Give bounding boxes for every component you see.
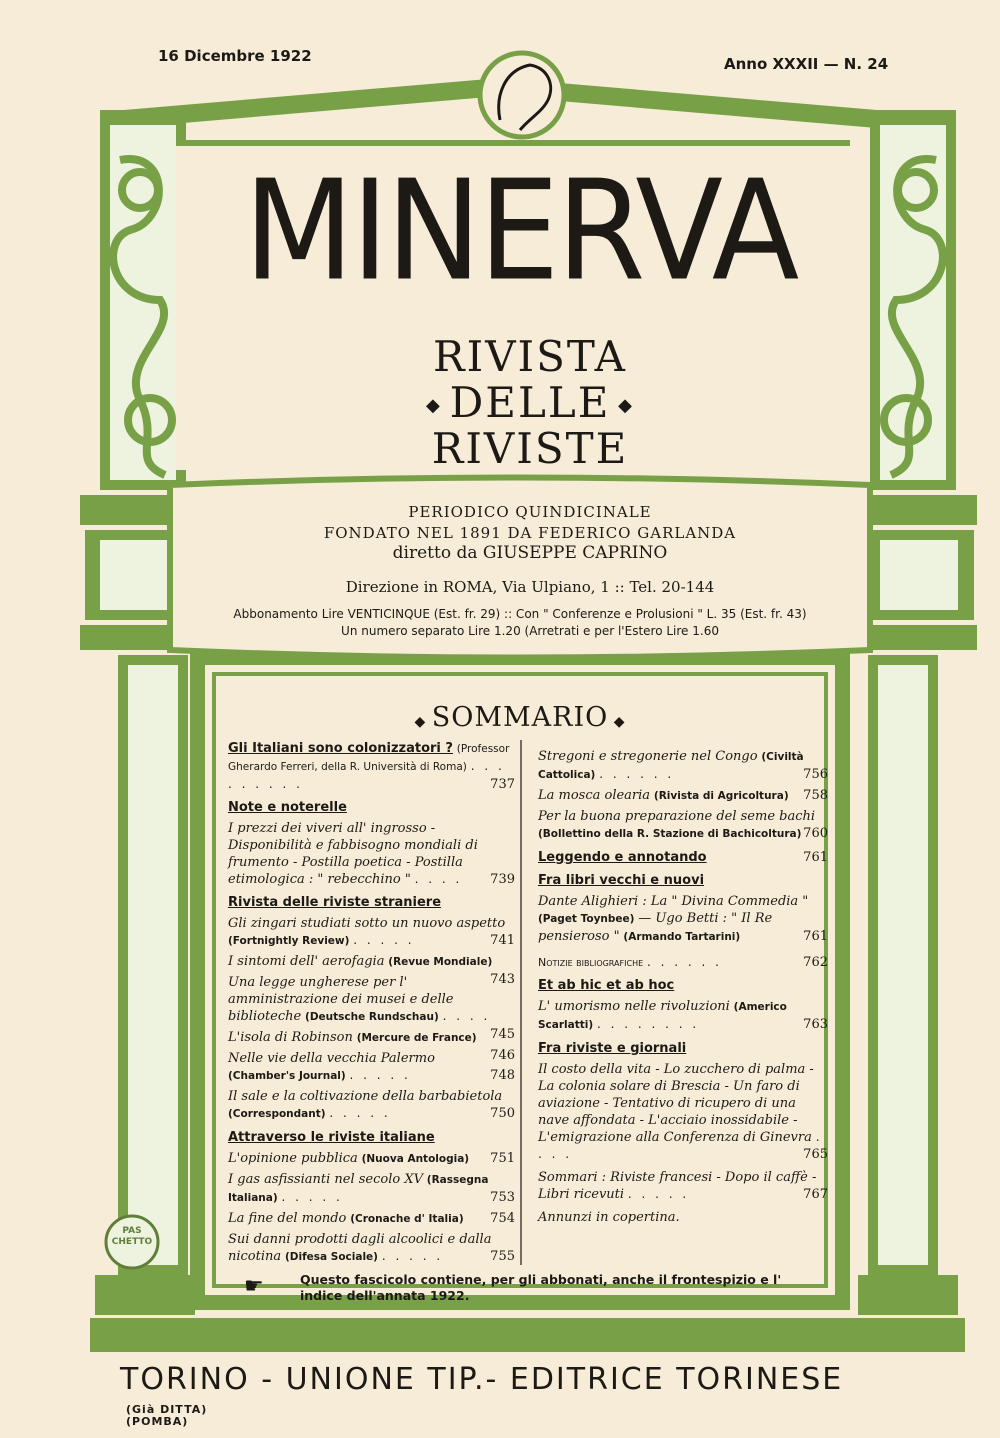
summary-entry: I prezzi dei viveri all' ingrosso - Disponibilità e fabbisogno mondiali di frumento - Postilla poetica - Postilla etimologica : " rebecchino " . . . . 739 <box>228 821 515 887</box>
summary-entry: Gli Italiani sono colonizzatori ? (Professor Gherardo Ferreri, della R. Università di Roma) . . . . . . . . . 737 <box>228 741 515 792</box>
summary-entry: Stregoni e stregonerie nel Congo (Civiltà Cattolica) . . . . . . 756 <box>538 749 828 782</box>
address-line: Direzione in ROMA, Via Ulpiano, 1 :: Tel. 20-144 <box>345 578 715 596</box>
summary-entry <box>538 787 828 805</box>
page-number: 754 <box>490 1211 515 1226</box>
entry-title: Dante Alighieri : La " Divina Commedia " <box>538 894 809 909</box>
summary-entry: L' umorismo nelle rivoluzioni (Americo Scarlatti) . . . . . . . . 763 <box>538 999 828 1032</box>
page-number: 753 <box>490 1190 515 1205</box>
entry-source: (Nuova Antologia) <box>361 1153 470 1165</box>
entry-title: Notizie bibliografiche <box>538 956 644 969</box>
page-number: 760 <box>803 826 828 841</box>
subtitle-line-1: RIVISTA <box>433 332 627 381</box>
page-number: 767 <box>803 1187 828 1202</box>
summary-entry <box>538 808 828 843</box>
stamp-line-2: CHETTO <box>111 1237 153 1247</box>
page-number: 763 <box>803 1017 828 1032</box>
footnote: Questo fascicolo contiene, per gli abbonati, anche il frontespizio e l' indice dell'annata 1922. <box>300 1272 782 1303</box>
subtitle-line-2-text: DELLE <box>449 378 611 427</box>
section-title: Gli Italiani sono colonizzatori ? <box>228 741 453 756</box>
issue-number: Anno XXXII — N. 24 <box>724 55 889 73</box>
director-line: diretto da GIUSEPPE CAPRINO <box>392 543 668 563</box>
entry-source: (Revue Mondiale) <box>388 956 493 968</box>
summary-entry: Sommari : Riviste francesi - Dopo il caffè - Libri ricevuti . . . . . 767 <box>538 1170 828 1202</box>
publisher-parenthetical: (Già DITTA) (POMBA) <box>126 1402 208 1428</box>
summary-entry <box>538 893 828 946</box>
section-title <box>538 849 828 866</box>
page-number: 761 <box>803 929 828 944</box>
entry-title: Per la buona preparazione del seme bachi <box>538 809 816 824</box>
page-number: 758 <box>803 788 828 803</box>
page-number: 761 <box>803 850 828 865</box>
entry-source: (Bollettino della R. Stazione di Bachicoltura) <box>538 828 802 840</box>
subtitle-line-2: ◆ DELLE ◆ <box>426 378 634 427</box>
founder-line: FONDATO NEL 1891 DA FEDERICO GARLANDA <box>323 524 737 542</box>
summary-entry: I gas asfissianti nel secolo XV (Rassegna Italiana) . . . . . 753 <box>228 1172 515 1205</box>
summary-entry: Notizie bibliografiche . . . . . . 762 <box>538 955 828 970</box>
entry-title: I sintomi dell' aerofagia <box>228 954 385 969</box>
page-number: 743 <box>490 972 515 987</box>
summary-entry: Una legge ungherese per l' amministrazione dei musei e delle biblioteche (Deutsche Rundschau) . . . . 745 <box>228 975 515 1042</box>
entry-title: La fine del mondo <box>228 1211 347 1226</box>
summary-entry: Sui danni prodotti dagli alcoolici e dalla nicotina (Difesa Sociale) . . . . . 755 <box>228 1232 515 1264</box>
page-number: 739 <box>490 872 515 887</box>
issue-date: 16 Dicembre 1922 <box>158 47 312 65</box>
entry-source: (Chamber's Journal) <box>228 1070 346 1082</box>
subscription-line: Abbonamento Lire VENTICINQUE (Est. fr. 29) :: Con " Conferenze e Prolusioni " L. 35 (Est. fr. 43) <box>233 607 807 621</box>
page-number: 765 <box>803 1147 828 1162</box>
entry-source: (Fortnightly Review) <box>228 935 350 947</box>
entry-title: I prezzi dei viveri all' ingrosso - Disponibilità e fabbisogno mondiali di frumento - Postilla poetica - Postilla etimologica : " rebecchino " <box>228 821 478 887</box>
summary-entry <box>228 953 515 987</box>
summary-entry <box>228 1210 515 1228</box>
page-number: 741 <box>490 933 515 948</box>
periodicity: PERIODICO QUINDICINALE <box>408 503 652 521</box>
summary-heading-text: SOMMARIO <box>431 702 609 733</box>
pointing-hand-icon: ☛ <box>244 1274 264 1299</box>
section-title: Note e noterelle <box>228 800 347 815</box>
page-number: 756 <box>803 767 828 782</box>
entry-title: Gli zingari studiati sotto un nuovo aspetto <box>228 916 506 931</box>
summary-heading: ◆ SOMMARIO ◆ <box>414 702 626 733</box>
entry-title: Sui danni prodotti dagli alcoolici e dalla nicotina <box>228 1232 492 1264</box>
publisher-former-label: Già DITTA <box>132 1402 202 1416</box>
page-number: 737 <box>490 777 515 792</box>
summary-entry <box>228 1150 515 1168</box>
entry-title: Nelle vie della vecchia Palermo <box>228 1051 435 1066</box>
entry-title: — Ugo Betti : " Il Re pensieroso " <box>538 911 773 944</box>
summary-entry: Il sale e la coltivazione della barbabietola (Correspondant) . . . . . 750 <box>228 1089 515 1121</box>
publisher-name: TORINO - UNIONE TIP.- EDITRICE TORINESE <box>120 1362 844 1397</box>
ads-note: Annunzi in copertina. <box>538 1210 680 1225</box>
magazine-title: MINERVA <box>243 151 797 312</box>
page-number: 755 <box>490 1249 515 1264</box>
entry-title: Sommari : Riviste francesi - Dopo il caffè - Libri ricevuti <box>538 1170 817 1202</box>
entry-title: Il sale e la coltivazione della barbabietola <box>228 1089 503 1104</box>
entry-source: (Cronache d' Italia) <box>350 1213 464 1225</box>
page-number: 750 <box>490 1106 515 1121</box>
section-title: Rivista delle riviste straniere <box>228 895 442 910</box>
page-number: 762 <box>803 955 828 970</box>
entry-source: (Rassegna Italiana) <box>228 1174 489 1204</box>
summary-entry: Il costo della vita - Lo zucchero di palma - La colonia solare di Brescia - Un faro di aviazione - Tentativo di ricupero di una nave affondata - L'acciaio inossidabile - L'emigrazione alla Conferenza di Ginevra . . . . 765 <box>538 1062 828 1162</box>
entry-source: (Mercure de France) <box>356 1032 477 1044</box>
summary-entry: Nelle vie della vecchia Palermo (Chamber's Journal) . . . . . 748 <box>228 1051 515 1083</box>
entry-title: Il costo della vita - Lo zucchero di palma - La colonia solare di Brescia - Un faro di aviazione - Tentativo di ricupero di una nave affondata - L'acciaio inossidabile - L'emigrazione alla Conferenza di Ginevra <box>538 1062 814 1145</box>
entry-title: La mosca olearia <box>538 788 651 803</box>
summary-right-column <box>538 748 828 1229</box>
summary-left-column <box>228 740 515 1269</box>
entry-source: (Rivista di Agricoltura) <box>653 790 789 802</box>
section-title: Fra riviste e giornali <box>538 1041 687 1056</box>
page-number: 751 <box>490 1151 515 1166</box>
entry-title: L'isola di Robinson <box>228 1030 353 1045</box>
page-number: 746 <box>490 1048 515 1063</box>
entry-source: (Americo Scarlatti) <box>538 1001 787 1031</box>
entry-title: L'opinione pubblica <box>228 1151 358 1166</box>
price-line: Un numero separato Lire 1.20 (Arretrati e per l'Estero Lire 1.60 <box>341 624 719 638</box>
entry-source: (Armando Tartarini) <box>623 931 741 943</box>
entry-title: L' umorismo nelle rivoluzioni <box>538 999 730 1014</box>
entry-source: (Correspondant) <box>228 1108 326 1120</box>
section-title-text: Leggendo e annotando <box>538 850 707 865</box>
section-title: Attraverso le riviste italiane <box>228 1130 435 1145</box>
entry-source: (Civiltà Cattolica) <box>538 751 804 781</box>
section-title: Fra libri vecchi e nuovi <box>538 873 705 888</box>
page-number: 748 <box>490 1068 515 1083</box>
summary-entry: Gli zingari studiati sotto un nuovo aspetto (Fortnightly Review) . . . . . 741 <box>228 916 515 948</box>
entry-source: (Deutsche Rundschau) <box>305 1011 439 1023</box>
stamp-line-1: PAS <box>122 1226 142 1236</box>
section-title: Et ab hic et ab hoc <box>538 978 675 993</box>
entry-title: I gas asfissianti nel secolo XV <box>228 1172 423 1187</box>
entry-source: (Paget Toynbee) <box>538 913 635 925</box>
entry-source: (Difesa Sociale) <box>284 1251 378 1263</box>
printer-stamp <box>106 1226 158 1248</box>
entry-title: Una legge ungherese per l' amministrazione dei musei e delle biblioteche <box>228 975 454 1024</box>
publisher-footer <box>120 1362 920 1432</box>
publisher-former-name: POMBA <box>132 1414 183 1428</box>
page-number: 745 <box>490 1027 515 1042</box>
entry-author: (Professor Gherardo Ferreri, della R. Università di Roma) <box>228 743 510 773</box>
entry-title: Stregoni e stregonerie nel Congo <box>538 749 758 764</box>
subtitle-line-3: RIVISTE <box>431 424 629 473</box>
